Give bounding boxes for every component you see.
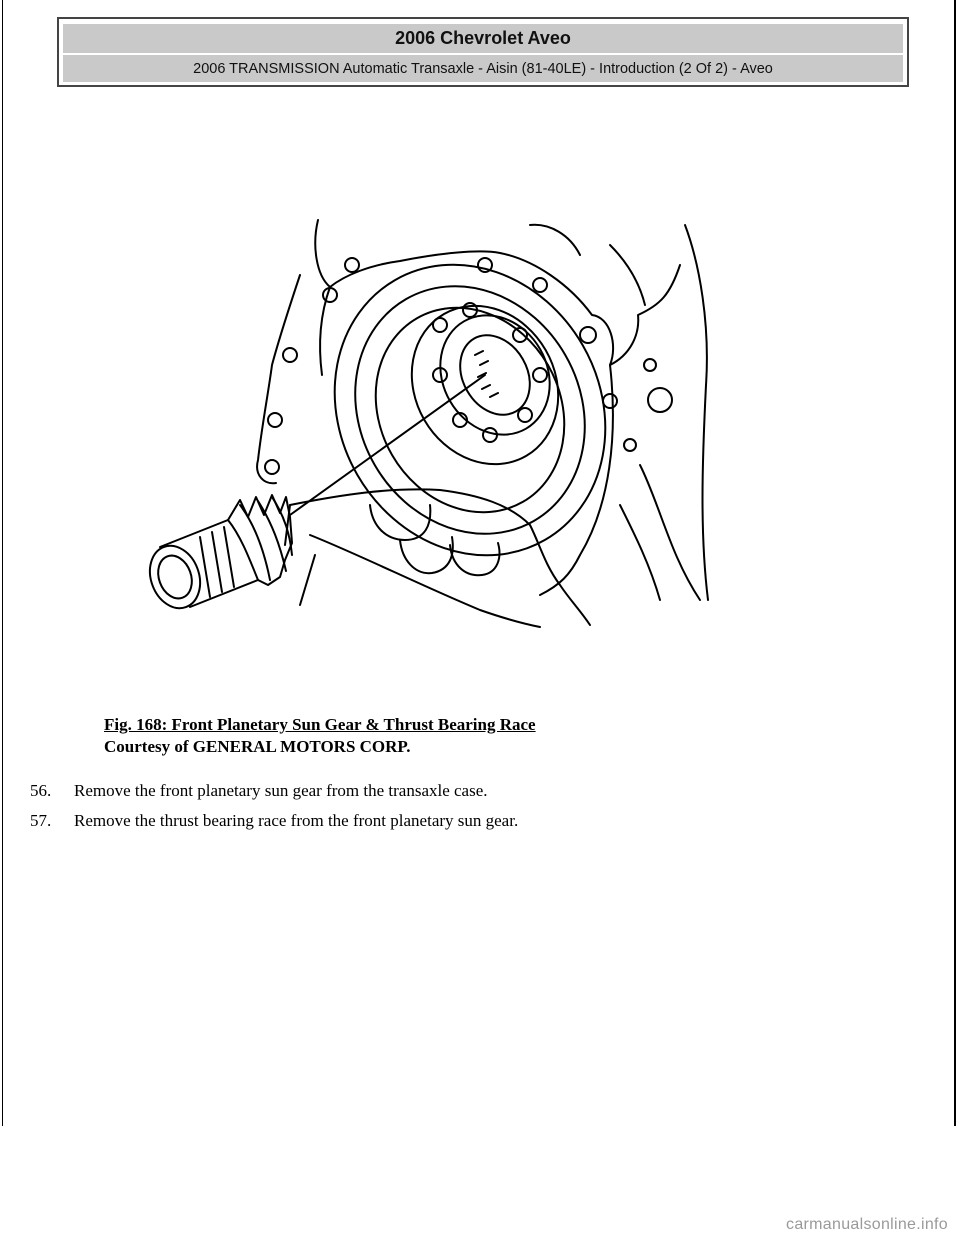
step-number: 57. (30, 811, 52, 830)
watermark: carmanualsonline.info (786, 1216, 948, 1233)
step-text: Remove the front planetary sun gear from the transaxle case. (74, 781, 488, 800)
document-subtitle: 2006 TRANSMISSION Automatic Transaxle - Aisin (81-40LE) - Introduction (2 Of 2) - Aveo (63, 55, 903, 82)
page-border-left (2, 0, 3, 1126)
step-number: 56. (30, 781, 52, 800)
document-title: 2006 Chevrolet Aveo (63, 24, 903, 55)
transaxle-line-drawing (140, 205, 720, 635)
figure-caption (104, 714, 536, 758)
figure-title-link[interactable]: Fig. 168: Front Planetary Sun Gear & Thrust Bearing Race (104, 715, 536, 734)
page-border-right (954, 0, 956, 1126)
document-header (57, 17, 909, 87)
step-text: Remove the thrust bearing race from the front planetary sun gear. (74, 811, 519, 830)
figure-courtesy: Courtesy of GENERAL MOTORS CORP. (104, 737, 411, 756)
